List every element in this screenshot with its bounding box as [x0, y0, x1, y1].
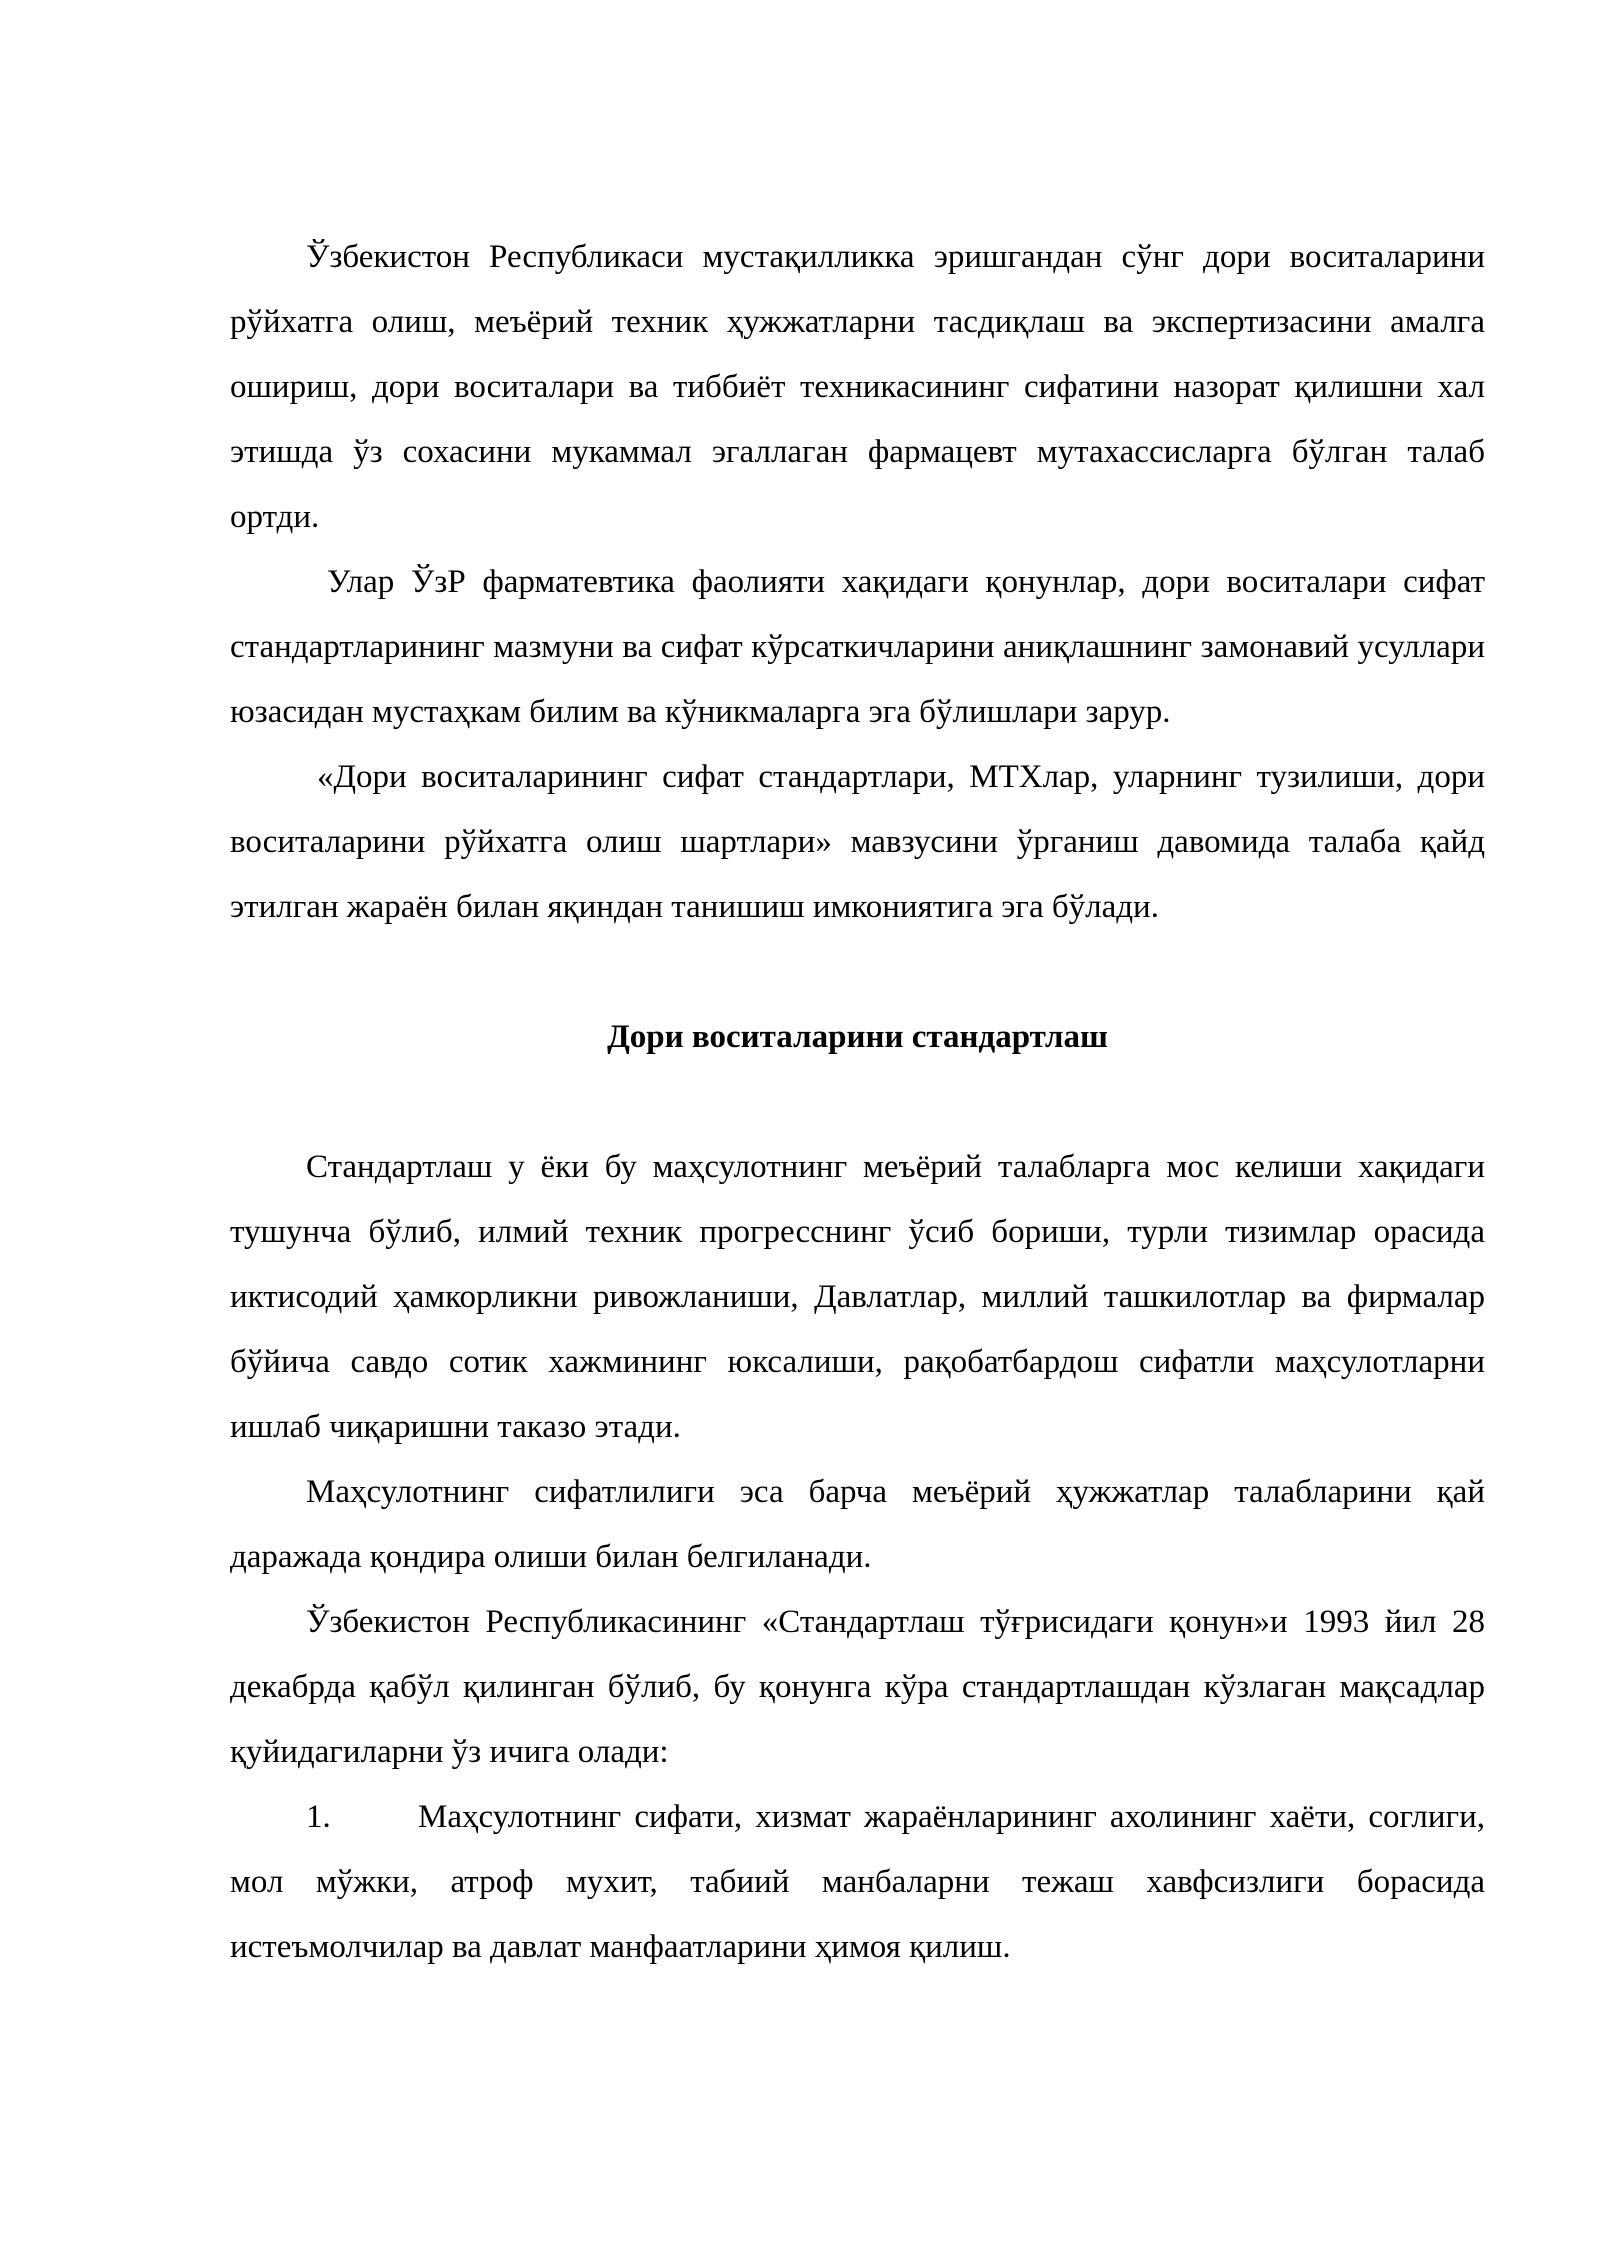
list-item-number: 1.: [306, 1799, 331, 1835]
list-item: [230, 1785, 1485, 1980]
spacer: [230, 940, 1485, 1005]
intro-paragraph-1: Ўзбекистон Республикаси мустақилликка эришгандан сўнг дори воситаларини рўйхатга олиш, меъёрий техник ҳужжатларни тасдиқлаш ва экспертизасини амалга ошириш, дори воситалари ва тиббиёт техникасининг сифатини назорат қилишни хал этишда ўз сохасини мукаммал эгаллаган фармацевт мутахассисларга бўлган талаб ортди.: [230, 239, 1485, 535]
document-page: [230, 225, 1485, 1980]
section-heading: Дори воситаларини стандартлаш: [607, 1019, 1108, 1055]
spacer: [230, 1070, 1485, 1135]
intro-paragraph-2: Улар ЎзР фарматевтика фаолияти хақидаги қонунлар, дори воситалари сифат стандартларининг мазмуни ва сифат кўрсаткичларини аниқлашнинг замонавий усуллари юзасидан мустаҳкам билим ва кўникмаларга эга бўлишлари зарур.: [230, 564, 1485, 730]
main-paragraph-1: Стандартлаш у ёки бу маҳсулотнинг меъёрий талабларга мос келиши хақидаги тушунча бўлиб, илмий техник прогресснинг ўсиб бориши, турли тизимлар орасида иктисодий ҳамкорликни ривожланиши, Давлатлар, миллий ташкилотлар ва фирмалар бўйича савдо сотик хажмининг юксалиши, рақобатбардош сифатли маҳсулотларни ишлаб чиқаришни таказо этади.: [230, 1149, 1485, 1445]
list-item-text: Маҳсулотнинг сифати, хизмат жараёнларининг ахолининг хаёти, соглиги, мол мўжки, атроф мухит, табиий манбаларни тежаш хавфсизлиги борасида истеъмолчилар ва давлат манфаатларини ҳимоя қилиш.: [230, 1799, 1485, 1965]
main-paragraph-3: Ўзбекистон Республикасининг «Стандартлаш тўғрисидаги қонун»и 1993 йил 28 декабрда қабўл қилинган бўлиб, бу қонунга кўра стандартлашдан кўзлаган мақсадлар қуйидагиларни ўз ичига олади:: [230, 1604, 1485, 1770]
intro-paragraph-3: «Дори воситаларининг сифат стандартлари, МТХлар, уларнинг тузилиши, дори воситаларини рўйхатга олиш шартлари» мавзусини ўрганиш давомида талаба қайд этилган жараён билан яқиндан танишиш имкониятига эга бўлади.: [230, 759, 1485, 925]
main-paragraph-2: Маҳсулотнинг сифатлилиги эса барча меъёрий ҳужжатлар талабларини қай даражада қондира олиши билан белгиланади.: [230, 1474, 1485, 1575]
